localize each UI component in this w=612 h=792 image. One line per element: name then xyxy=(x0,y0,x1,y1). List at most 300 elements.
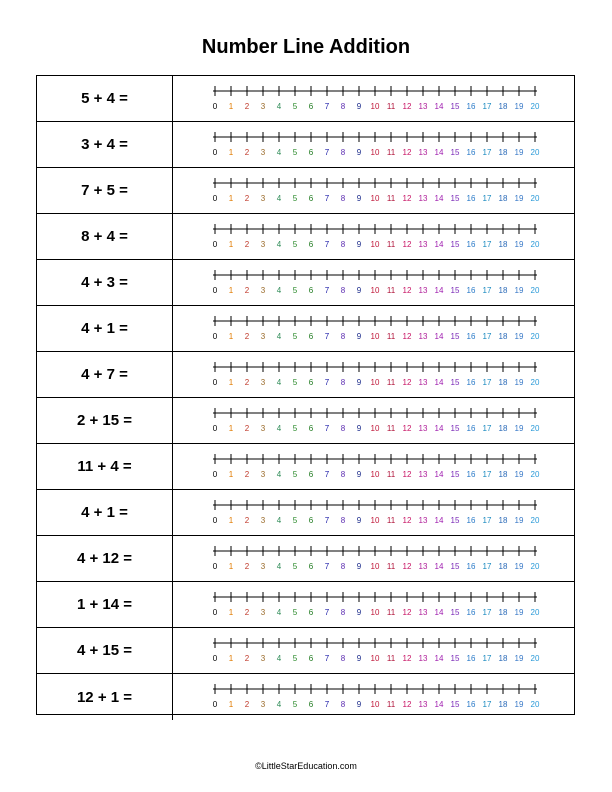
number-line-label: 0 xyxy=(212,608,218,617)
number-line-label: 19 xyxy=(514,562,524,571)
number-line-label: 3 xyxy=(260,516,266,525)
number-line-label: 6 xyxy=(308,608,314,617)
number-line xyxy=(173,674,574,720)
number-line-label: 10 xyxy=(370,102,380,111)
number-line-label: 3 xyxy=(260,424,266,433)
number-line-label: 20 xyxy=(530,470,540,479)
number-line-label: 9 xyxy=(356,470,362,479)
number-line-label: 11 xyxy=(386,562,396,571)
number-line-label: 16 xyxy=(466,700,476,709)
number-line-label: 12 xyxy=(402,240,412,249)
number-line-label: 20 xyxy=(530,148,540,157)
addition-equation: 12 + 1 = xyxy=(37,674,173,720)
number-line xyxy=(173,444,574,489)
number-line-label: 15 xyxy=(450,148,460,157)
number-line-label: 15 xyxy=(450,378,460,387)
number-line-label: 19 xyxy=(514,102,524,111)
number-line-label: 7 xyxy=(324,240,330,249)
number-line-label: 11 xyxy=(386,332,396,341)
number-line-label: 17 xyxy=(482,378,492,387)
number-line-label: 20 xyxy=(530,516,540,525)
number-line-label: 19 xyxy=(514,240,524,249)
number-line-label: 0 xyxy=(212,240,218,249)
number-line-label: 1 xyxy=(228,286,234,295)
number-line-label: 20 xyxy=(530,654,540,663)
number-line-label: 1 xyxy=(228,608,234,617)
number-line-label: 6 xyxy=(308,378,314,387)
number-line xyxy=(173,214,574,259)
number-line-label: 9 xyxy=(356,102,362,111)
number-line-label: 20 xyxy=(530,424,540,433)
number-line-label: 11 xyxy=(386,654,396,663)
number-line-label: 7 xyxy=(324,424,330,433)
number-line-label: 6 xyxy=(308,102,314,111)
number-line-label: 18 xyxy=(498,240,508,249)
number-line-label: 1 xyxy=(228,240,234,249)
number-line-label: 16 xyxy=(466,148,476,157)
number-line-label: 3 xyxy=(260,378,266,387)
number-line-label: 4 xyxy=(276,424,282,433)
number-line-label: 14 xyxy=(434,332,444,341)
number-line-label: 8 xyxy=(340,516,346,525)
number-line-label: 17 xyxy=(482,286,492,295)
number-line-label: 20 xyxy=(530,332,540,341)
number-line-label: 2 xyxy=(244,562,250,571)
problem-row xyxy=(37,628,574,674)
number-line-label: 0 xyxy=(212,378,218,387)
number-line-label: 5 xyxy=(292,608,298,617)
number-line xyxy=(173,260,574,305)
number-line-label: 19 xyxy=(514,700,524,709)
problem-table xyxy=(36,75,575,715)
number-line-label: 2 xyxy=(244,240,250,249)
number-line-label: 14 xyxy=(434,470,444,479)
number-line-label: 15 xyxy=(450,332,460,341)
number-line-label: 3 xyxy=(260,286,266,295)
number-line-label: 4 xyxy=(276,562,282,571)
number-line-label: 6 xyxy=(308,194,314,203)
number-line-label: 7 xyxy=(324,700,330,709)
number-line-label: 16 xyxy=(466,562,476,571)
number-line-label: 8 xyxy=(340,700,346,709)
number-line-label: 14 xyxy=(434,102,444,111)
page-title: Number Line Addition xyxy=(201,36,411,58)
number-line-label: 2 xyxy=(244,148,250,157)
number-line-label: 0 xyxy=(212,516,218,525)
number-line-label: 12 xyxy=(402,470,412,479)
number-line-label: 1 xyxy=(228,148,234,157)
number-line-label: 18 xyxy=(498,286,508,295)
number-line-label: 12 xyxy=(402,516,412,525)
number-line-label: 16 xyxy=(466,516,476,525)
number-line-label: 6 xyxy=(308,240,314,249)
number-line-label: 14 xyxy=(434,562,444,571)
number-line-label: 0 xyxy=(212,424,218,433)
number-line-label: 12 xyxy=(402,332,412,341)
number-line-label: 18 xyxy=(498,332,508,341)
number-line-label: 13 xyxy=(418,608,428,617)
number-line-label: 10 xyxy=(370,516,380,525)
number-line-label: 2 xyxy=(244,102,250,111)
number-line-label: 4 xyxy=(276,148,282,157)
number-line-label: 10 xyxy=(370,562,380,571)
addition-equation: 4 + 7 = xyxy=(37,352,173,397)
number-line-label: 7 xyxy=(324,102,330,111)
number-line-label: 11 xyxy=(386,240,396,249)
number-line-label: 18 xyxy=(498,700,508,709)
number-line-label: 0 xyxy=(212,470,218,479)
number-line-label: 17 xyxy=(482,562,492,571)
number-line-label: 17 xyxy=(482,424,492,433)
number-line-label: 9 xyxy=(356,148,362,157)
number-line-graphic xyxy=(173,536,574,582)
number-line-label: 2 xyxy=(244,470,250,479)
number-line-label: 9 xyxy=(356,562,362,571)
number-line-label: 10 xyxy=(370,470,380,479)
number-line-label: 18 xyxy=(498,102,508,111)
number-line-label: 9 xyxy=(356,240,362,249)
number-line-label: 10 xyxy=(370,286,380,295)
addition-equation: 3 + 4 = xyxy=(37,122,173,167)
number-line-label: 20 xyxy=(530,608,540,617)
number-line-label: 19 xyxy=(514,194,524,203)
number-line-label: 15 xyxy=(450,516,460,525)
number-line-label: 6 xyxy=(308,424,314,433)
number-line-label: 7 xyxy=(324,286,330,295)
number-line-label: 3 xyxy=(260,562,266,571)
number-line-label: 15 xyxy=(450,240,460,249)
number-line-label: 7 xyxy=(324,654,330,663)
number-line-label: 1 xyxy=(228,332,234,341)
number-line-label: 19 xyxy=(514,470,524,479)
number-line-label: 15 xyxy=(450,286,460,295)
number-line-label: 5 xyxy=(292,148,298,157)
number-line xyxy=(173,352,574,397)
number-line-label: 17 xyxy=(482,332,492,341)
number-line-label: 19 xyxy=(514,654,524,663)
number-line-label: 14 xyxy=(434,148,444,157)
number-line-label: 10 xyxy=(370,700,380,709)
number-line xyxy=(173,122,574,167)
number-line-label: 20 xyxy=(530,286,540,295)
number-line xyxy=(173,76,574,121)
number-line-label: 16 xyxy=(466,286,476,295)
number-line-graphic xyxy=(173,168,574,214)
number-line-label: 20 xyxy=(530,562,540,571)
addition-equation: 8 + 4 = xyxy=(37,214,173,259)
number-line-label: 14 xyxy=(434,240,444,249)
number-line-label: 16 xyxy=(466,424,476,433)
number-line-label: 13 xyxy=(418,700,428,709)
copyright-footer: ©LittleStarEducation.com xyxy=(255,761,357,771)
number-line-label: 6 xyxy=(308,470,314,479)
number-line-label: 3 xyxy=(260,148,266,157)
number-line-label: 1 xyxy=(228,654,234,663)
number-line-label: 19 xyxy=(514,516,524,525)
number-line-label: 8 xyxy=(340,424,346,433)
number-line-label: 14 xyxy=(434,424,444,433)
number-line-label: 2 xyxy=(244,424,250,433)
number-line-label: 0 xyxy=(212,148,218,157)
problem-row xyxy=(37,306,574,352)
number-line-label: 11 xyxy=(386,470,396,479)
number-line-label: 4 xyxy=(276,102,282,111)
problem-row xyxy=(37,352,574,398)
number-line-label: 16 xyxy=(466,608,476,617)
number-line-graphic xyxy=(173,306,574,352)
number-line-label: 14 xyxy=(434,194,444,203)
number-line-label: 15 xyxy=(450,562,460,571)
number-line xyxy=(173,490,574,535)
number-line-label: 12 xyxy=(402,194,412,203)
number-line-label: 12 xyxy=(402,424,412,433)
number-line-label: 16 xyxy=(466,470,476,479)
number-line-label: 18 xyxy=(498,194,508,203)
number-line-label: 10 xyxy=(370,378,380,387)
number-line-label: 8 xyxy=(340,332,346,341)
number-line-label: 13 xyxy=(418,562,428,571)
number-line-label: 15 xyxy=(450,608,460,617)
number-line-label: 5 xyxy=(292,332,298,341)
number-line-label: 17 xyxy=(482,194,492,203)
addition-equation: 11 + 4 = xyxy=(37,444,173,489)
number-line-label: 4 xyxy=(276,654,282,663)
number-line-label: 16 xyxy=(466,240,476,249)
number-line-label: 18 xyxy=(498,516,508,525)
number-line-label: 11 xyxy=(386,148,396,157)
number-line-label: 9 xyxy=(356,700,362,709)
number-line-graphic xyxy=(173,490,574,536)
addition-equation: 2 + 15 = xyxy=(37,398,173,443)
number-line-label: 17 xyxy=(482,148,492,157)
number-line-label: 4 xyxy=(276,378,282,387)
problem-row xyxy=(37,674,574,720)
problem-row xyxy=(37,444,574,490)
number-line-label: 3 xyxy=(260,332,266,341)
number-line-label: 8 xyxy=(340,654,346,663)
number-line-label: 11 xyxy=(386,516,396,525)
number-line xyxy=(173,398,574,443)
number-line-label: 14 xyxy=(434,608,444,617)
number-line-label: 13 xyxy=(418,470,428,479)
number-line-label: 17 xyxy=(482,470,492,479)
number-line-label: 3 xyxy=(260,700,266,709)
number-line-label: 10 xyxy=(370,332,380,341)
number-line-label: 20 xyxy=(530,240,540,249)
number-line-label: 6 xyxy=(308,700,314,709)
number-line xyxy=(173,536,574,581)
number-line-label: 2 xyxy=(244,516,250,525)
number-line-label: 7 xyxy=(324,332,330,341)
number-line-label: 2 xyxy=(244,378,250,387)
number-line-label: 2 xyxy=(244,286,250,295)
number-line-label: 4 xyxy=(276,194,282,203)
number-line-label: 3 xyxy=(260,194,266,203)
number-line-label: 6 xyxy=(308,148,314,157)
number-line-label: 8 xyxy=(340,562,346,571)
number-line-label: 10 xyxy=(370,608,380,617)
number-line-label: 13 xyxy=(418,516,428,525)
number-line-graphic xyxy=(173,352,574,398)
number-line-label: 4 xyxy=(276,286,282,295)
number-line-label: 19 xyxy=(514,148,524,157)
number-line-label: 6 xyxy=(308,562,314,571)
number-line-label: 1 xyxy=(228,516,234,525)
number-line-label: 4 xyxy=(276,240,282,249)
problem-row xyxy=(37,260,574,306)
number-line-label: 17 xyxy=(482,608,492,617)
number-line-label: 7 xyxy=(324,378,330,387)
number-line-label: 2 xyxy=(244,608,250,617)
number-line-label: 5 xyxy=(292,700,298,709)
number-line-label: 3 xyxy=(260,102,266,111)
number-line-label: 5 xyxy=(292,516,298,525)
number-line-label: 4 xyxy=(276,516,282,525)
number-line-label: 16 xyxy=(466,654,476,663)
number-line xyxy=(173,628,574,673)
number-line-label: 8 xyxy=(340,378,346,387)
number-line-graphic xyxy=(173,76,574,122)
number-line-label: 7 xyxy=(324,470,330,479)
addition-equation: 4 + 3 = xyxy=(37,260,173,305)
problem-row xyxy=(37,536,574,582)
number-line-label: 14 xyxy=(434,378,444,387)
number-line-label: 18 xyxy=(498,378,508,387)
number-line-label: 1 xyxy=(228,470,234,479)
number-line-graphic xyxy=(173,628,574,674)
number-line-graphic xyxy=(173,122,574,168)
number-line-label: 2 xyxy=(244,194,250,203)
number-line-label: 19 xyxy=(514,332,524,341)
number-line-graphic xyxy=(173,214,574,260)
number-line-label: 9 xyxy=(356,608,362,617)
number-line-label: 0 xyxy=(212,194,218,203)
number-line-label: 2 xyxy=(244,332,250,341)
number-line-label: 3 xyxy=(260,240,266,249)
number-line-label: 8 xyxy=(340,608,346,617)
number-line-label: 15 xyxy=(450,194,460,203)
number-line-label: 12 xyxy=(402,286,412,295)
number-line-label: 7 xyxy=(324,608,330,617)
number-line-label: 12 xyxy=(402,148,412,157)
number-line-label: 11 xyxy=(386,700,396,709)
number-line-label: 18 xyxy=(498,148,508,157)
number-line-label: 19 xyxy=(514,286,524,295)
number-line-label: 10 xyxy=(370,194,380,203)
number-line-label: 17 xyxy=(482,700,492,709)
number-line-label: 9 xyxy=(356,654,362,663)
number-line-label: 12 xyxy=(402,608,412,617)
number-line-label: 13 xyxy=(418,654,428,663)
number-line-label: 9 xyxy=(356,332,362,341)
number-line-label: 19 xyxy=(514,608,524,617)
number-line-graphic xyxy=(173,582,574,628)
number-line-label: 0 xyxy=(212,562,218,571)
number-line-label: 18 xyxy=(498,470,508,479)
number-line-label: 5 xyxy=(292,654,298,663)
number-line-label: 0 xyxy=(212,286,218,295)
addition-equation: 7 + 5 = xyxy=(37,168,173,213)
number-line-label: 11 xyxy=(386,424,396,433)
number-line-label: 0 xyxy=(212,332,218,341)
problem-row xyxy=(37,76,574,122)
number-line-label: 17 xyxy=(482,102,492,111)
number-line-label: 13 xyxy=(418,148,428,157)
number-line-label: 3 xyxy=(260,654,266,663)
number-line-label: 11 xyxy=(386,194,396,203)
number-line xyxy=(173,582,574,627)
number-line-label: 9 xyxy=(356,378,362,387)
number-line-label: 8 xyxy=(340,286,346,295)
number-line-label: 1 xyxy=(228,562,234,571)
number-line-label: 8 xyxy=(340,194,346,203)
number-line-label: 13 xyxy=(418,240,428,249)
problem-row xyxy=(37,582,574,628)
number-line-label: 18 xyxy=(498,424,508,433)
number-line-label: 3 xyxy=(260,470,266,479)
number-line-label: 13 xyxy=(418,332,428,341)
number-line-label: 5 xyxy=(292,102,298,111)
number-line-label: 6 xyxy=(308,332,314,341)
number-line-label: 19 xyxy=(514,424,524,433)
problem-row xyxy=(37,490,574,536)
number-line-label: 16 xyxy=(466,332,476,341)
number-line-graphic xyxy=(173,260,574,306)
number-line-label: 17 xyxy=(482,654,492,663)
number-line-label: 5 xyxy=(292,378,298,387)
number-line-label: 11 xyxy=(386,378,396,387)
number-line-graphic xyxy=(173,444,574,490)
number-line-label: 8 xyxy=(340,240,346,249)
problem-row xyxy=(37,214,574,260)
addition-equation: 4 + 1 = xyxy=(37,490,173,535)
number-line-label: 9 xyxy=(356,194,362,203)
problem-row xyxy=(37,122,574,168)
number-line-label: 15 xyxy=(450,470,460,479)
addition-equation: 4 + 15 = xyxy=(37,628,173,673)
number-line-label: 16 xyxy=(466,102,476,111)
number-line-label: 17 xyxy=(482,516,492,525)
number-line-label: 10 xyxy=(370,240,380,249)
number-line-label: 20 xyxy=(530,194,540,203)
number-line-label: 15 xyxy=(450,654,460,663)
number-line-label: 0 xyxy=(212,654,218,663)
number-line-label: 9 xyxy=(356,424,362,433)
number-line-label: 4 xyxy=(276,700,282,709)
number-line-label: 4 xyxy=(276,608,282,617)
number-line-label: 3 xyxy=(260,608,266,617)
number-line-label: 14 xyxy=(434,516,444,525)
number-line-label: 17 xyxy=(482,240,492,249)
number-line-label: 12 xyxy=(402,378,412,387)
number-line-label: 10 xyxy=(370,654,380,663)
number-line-label: 13 xyxy=(418,286,428,295)
number-line-label: 6 xyxy=(308,286,314,295)
number-line-label: 5 xyxy=(292,562,298,571)
number-line-label: 20 xyxy=(530,378,540,387)
addition-equation: 4 + 12 = xyxy=(37,536,173,581)
number-line-label: 6 xyxy=(308,516,314,525)
number-line-label: 18 xyxy=(498,562,508,571)
number-line-label: 4 xyxy=(276,470,282,479)
number-line-label: 12 xyxy=(402,654,412,663)
number-line-label: 18 xyxy=(498,608,508,617)
number-line-label: 12 xyxy=(402,700,412,709)
number-line-label: 11 xyxy=(386,286,396,295)
number-line-label: 20 xyxy=(530,102,540,111)
number-line-label: 8 xyxy=(340,148,346,157)
number-line-label: 15 xyxy=(450,424,460,433)
